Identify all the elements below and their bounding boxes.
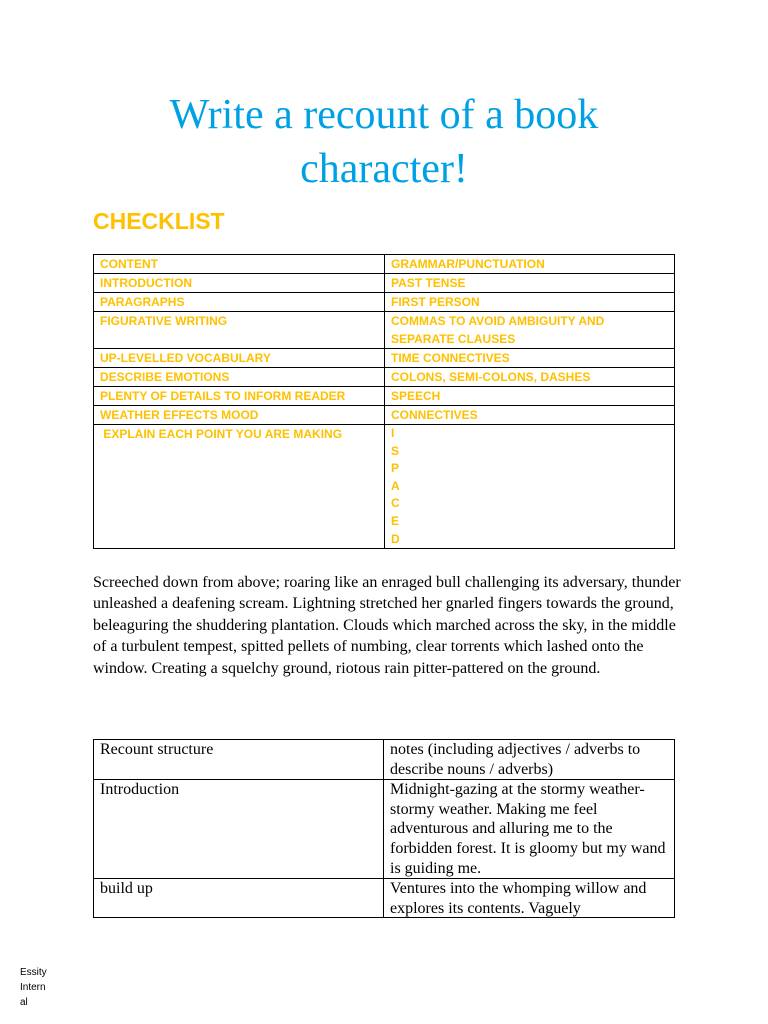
spaced-letter: C (391, 496, 400, 511)
table-cell-text: Ventures into the whomping willow and explores its contents. Vaguely (390, 880, 647, 917)
spaced-letter: I (391, 426, 395, 440)
spaced-letter: E (391, 513, 400, 528)
checklist-row (94, 368, 675, 387)
checklist-row (94, 425, 675, 549)
checklist-cell: CONNECTIVES (385, 406, 675, 425)
checklist-table (93, 254, 675, 549)
checklist-cell: WEATHER EFFECTS MOOD (94, 406, 385, 425)
table-cell (94, 879, 384, 918)
checklist-row (94, 312, 675, 349)
checklist-cell: SPEECH (385, 387, 675, 406)
table-row (94, 879, 675, 918)
checklist-row (94, 274, 675, 293)
table-row (94, 740, 675, 780)
checklist-cell: INTRODUCTION (94, 274, 385, 293)
recount-structure-table (93, 739, 675, 918)
spaced-letter: A (391, 478, 400, 493)
table-header-cell: Recount structure (94, 740, 384, 780)
table-cell-text: build up (100, 880, 153, 898)
spaced-cell (385, 425, 675, 549)
table-header-cell: notes (including adjectives / adverbs to describe nouns / adverbs) (384, 740, 675, 780)
checklist-row (94, 406, 675, 425)
recount-paragraph: Screeched down from above; roaring like an enraged bull challenging its adversary, thunder unleashed a deafening scream. Lightning stretched her gnarled fingers towards the ground, beleaguring the shuddering plantation. Clouds which marched across the sky, in the middle of a turbulent tempest, spitted pellets of numbing, clear torrents which lashed onto the window. Creating a squelchy ground, riotous rain pitter-pattered on the ground. (93, 574, 681, 677)
table-cell: Introduction (94, 780, 384, 879)
checklist-cell: PAST TENSE (385, 274, 675, 293)
checklist-row (94, 349, 675, 368)
checklist-row (94, 255, 675, 274)
table-row (94, 780, 675, 879)
checklist-row (94, 387, 675, 406)
checklist-cell: COMMAS TO AVOID AMBIGUITY AND SEPARATE CLAUSES (385, 312, 675, 349)
checklist-cell: DESCRIBE EMOTIONS (94, 368, 385, 387)
spaced-letters (391, 425, 668, 548)
checklist-cell: PLENTY OF DETAILS TO INFORM READER (94, 387, 385, 406)
checklist-cell: UP-LEVELLED VOCABULARY (94, 349, 385, 368)
checklist-cell: FIRST PERSON (385, 293, 675, 312)
checklist-cell: CONTENT (94, 255, 385, 274)
checklist-row (94, 293, 675, 312)
page-title: Write a recount of a book character! (169, 92, 599, 192)
spaced-letter: D (391, 531, 400, 546)
checklist-cell: PARAGRAPHS (94, 293, 385, 312)
checklist-cell: FIGURATIVE WRITING (94, 312, 385, 349)
checklist-cell: TIME CONNECTIVES (385, 349, 675, 368)
checklist-cell: GRAMMAR/PUNCTUATION (385, 255, 675, 274)
spaced-letter: P (391, 461, 400, 476)
footer-classification: Essity Internal (20, 967, 47, 1008)
table-cell (384, 879, 675, 918)
spaced-letter: S (391, 443, 400, 458)
checklist-heading: CHECKLIST (93, 208, 225, 234)
table-cell: Midnight-gazing at the stormy weather-stormy weather. Making me feel adventurous and alluring me to the forbidden forest. It is gloomy but my wand is guiding me. (384, 780, 675, 879)
checklist-cell: EXPLAIN EACH POINT YOU ARE MAKING (94, 425, 385, 549)
checklist-cell: COLONS, SEMI-COLONS, DASHES (385, 368, 675, 387)
